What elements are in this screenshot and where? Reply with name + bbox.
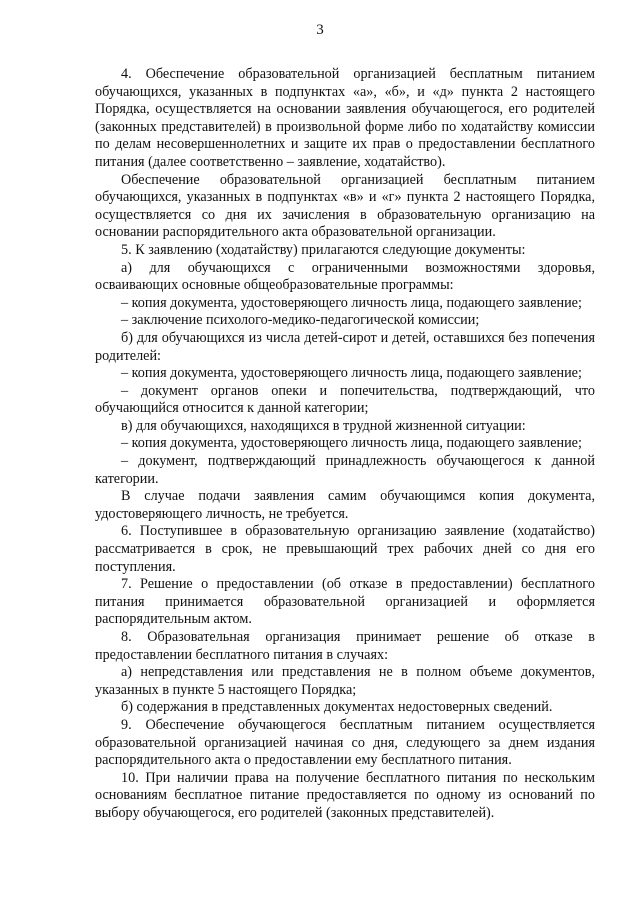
- paragraph-5-note: В случае подачи заявления самим обучающимся копия документа, удостоверяющего личность, не требуется.: [95, 488, 595, 522]
- paragraph-4: 4. Обеспечение образовательной организацией бесплатным питанием обучающихся, указанных в подпунктах «а», «б», и «д» пункта 2 настоящего Порядка, осуществляется на основании заявления обучающегося, его родителей (законных представителей) в произвольной форме либо по ходатайству комиссии по делам несовершеннолетних и защите их прав о предоставлении бесплатного питания (далее соответственно – заявление, ходатайство).: [95, 66, 595, 170]
- item-5b-dash-2: – документ органов опеки и попечительства, подтверждающий, что обучающийся относится к данной категории;: [95, 382, 595, 417]
- item-5b-dash-1: – копия документа, удостоверяющего личность лица, подающего заявление;: [121, 365, 582, 382]
- paragraph-10: 10. При наличии права на получение бесплатного питания по нескольким основаниям бесплатное питание предоставляется по одному из оснований по выбору обучающегося, его родителей (законных представителей).: [95, 769, 595, 821]
- item-5v-dash-2: – документ, подтверждающий принадлежность обучающегося к данной категории.: [95, 453, 595, 487]
- page-number: 3: [316, 22, 324, 38]
- paragraph-6: 6. Поступившее в образовательную организацию заявление (ходатайство) рассматривается в срок, не превышающий трех рабочих дней со дня его поступления.: [95, 523, 595, 575]
- item-8b: б) содержания в представленных документах недостоверных сведений.: [121, 699, 553, 716]
- item-5b: б) для обучающихся из числа детей-сирот и детей, оставшихся без попечения родителей:: [95, 329, 595, 364]
- item-5a: а) для обучающихся с ограниченными возможностями здоровья, осваивающих основные общеобразовательные программы:: [95, 259, 595, 294]
- item-5v: в) для обучающихся, находящихся в трудной жизненной ситуации:: [121, 417, 526, 434]
- document-body: [95, 66, 595, 823]
- item-5v-dash-1: – копия документа, удостоверяющего личность лица, подающего заявление;: [121, 435, 582, 452]
- paragraph-9: 9. Обеспечение обучающегося бесплатным питанием осуществляется образовательной организацией начиная со дня, следующего за днем издания распорядительного акта о предоставлении ему бесплатного питания.: [95, 716, 595, 769]
- paragraph-4-continued: Обеспечение образовательной организацией бесплатным питанием обучающихся, указанных в подпунктах «в» и «г» пункта 2 настоящего Порядка, осуществляется со дня их зачисления в образовательную организацию на основании распорядительного акта образовательной организации.: [95, 171, 595, 241]
- item-5a-dash-1: – копия документа, удостоверяющего личность лица, подающего заявление;: [121, 294, 582, 311]
- paragraph-7: 7. Решение о предоставлении (об отказе в предоставлении) бесплатного питания принимается образовательной организацией и оформляется распорядительным актом.: [95, 576, 595, 628]
- item-5a-dash-2: – заключение психолого-медико-педагогической комиссии;: [121, 312, 480, 329]
- item-8a: а) непредставления или представления не в полном объеме документов, указанных в пункте 5 настоящего Порядка;: [95, 664, 595, 698]
- paragraph-8: 8. Образовательная организация принимает решение об отказе в предоставлении бесплатного питания в случаях:: [95, 629, 595, 663]
- paragraph-5: 5. К заявлению (ходатайству) прилагаются следующие документы:: [121, 241, 526, 258]
